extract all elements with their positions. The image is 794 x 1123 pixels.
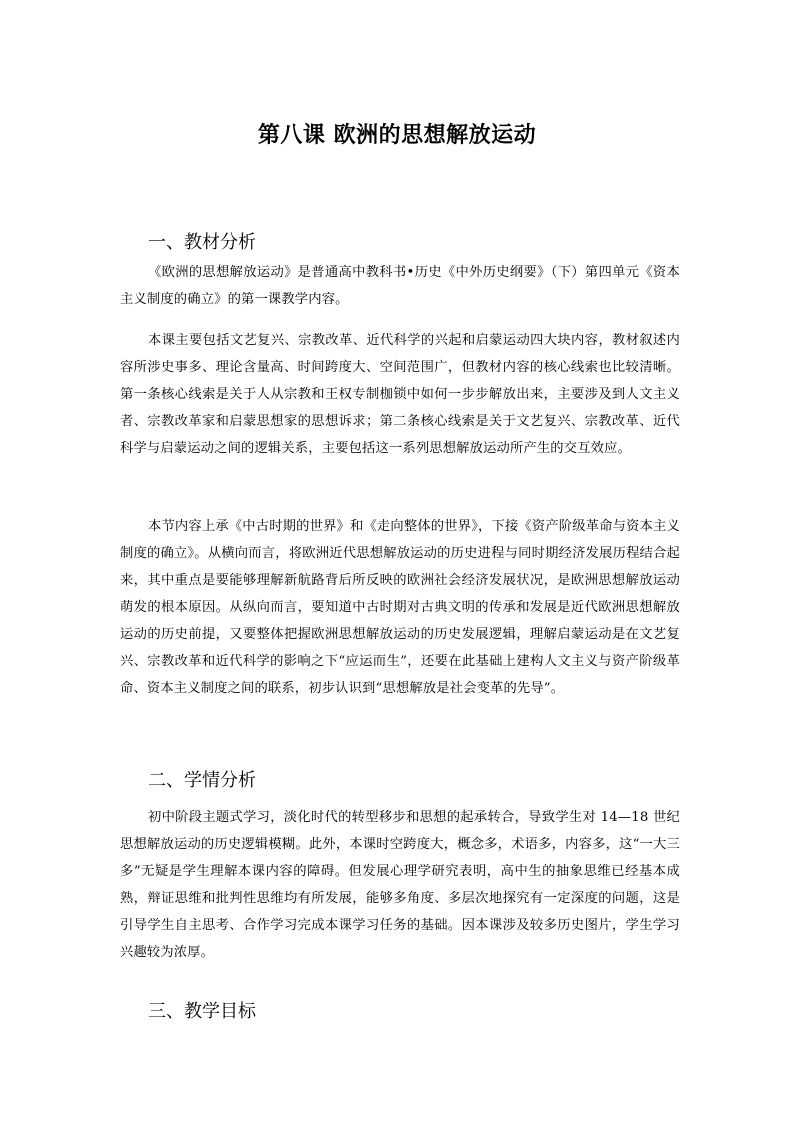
paragraph: 本课主要包括文艺复兴、宗教改革、近代科学的兴起和启蒙运动四大块内容，教材叙述内容所涉史事多、理论含量高、时间跨度大、空间范围广，但教材内容的核心线索也比较清晰。第一条核心线索是关于人从宗教和王权专制枷锁中如何一步步解放出来，主要涉及到人文主义者、宗教改革家和启蒙思想家的思想诉求；第二条核心线索是关于文艺复兴、宗教改革、近代科学与启蒙运动之间的逻辑关系，主要包括这一系列思想解放运动所产生的交互效应。 [120,333,680,456]
page-title: 第八课 欧洲的思想解放运动 [257,123,537,148]
paragraph: 本节内容上承《中古时期的世界》和《走向整体的世界》，下接《资产阶级革命与资本主义制度的确立》。从横向而言，将欧洲近代思想解放运动的历史进程与同时期经济发展历程结合起来，其中重点是要能够理解新航路背后所反映的欧洲社会经济发展状况，是欧洲思想解放运动萌发的根本原因。从纵向而言，要知道中古时期对古典文明的传承和发展是近代欧洲思想解放运动的历史前提，又要整体把握欧洲思想解放运动的历史发展逻辑，理解启蒙运动是在文艺复兴、宗教改革和近代科学的影响之下“应运而生”，还要在此基础上建构人文主义与资产阶级革命、资本主义制度之间的联系，初步认识到“思想解放是社会变革的先导”。 [120,519,680,696]
section-heading-teaching-goals: 三、教学目标 [148,1001,256,1022]
section-heading-student-analysis: 二、学情分析 [148,770,256,791]
paragraph: 初中阶段主题式学习，淡化时代的转型移步和思想的起承转合，导致学生对 14—18 世纪思想解放运动的历史逻辑模糊。此外，本课时空跨度大，概念多，术语多，内容多，这“一大三多”无疑是学生理解本课内容的障碍。但发展心理学研究表明，高中生的抽象思维已经基本成熟，辩证思维和批判性思维均有所发展，能够多角度、多层次地探究有一定深度的问题，这是引导学生自主思考、合作学习完成本课学习任务的基础。因本课涉及较多历史图片，学生学习兴趣较为浓厚。 [120,810,680,960]
paragraph: 《欧洲的思想解放运动》是普通高中教科书•历史《中外历史纲要》（下）第四单元《资本主义制度的确立》的第一课教学内容。 [120,265,680,307]
section-heading-textbook-analysis: 一、教材分析 [148,232,256,253]
